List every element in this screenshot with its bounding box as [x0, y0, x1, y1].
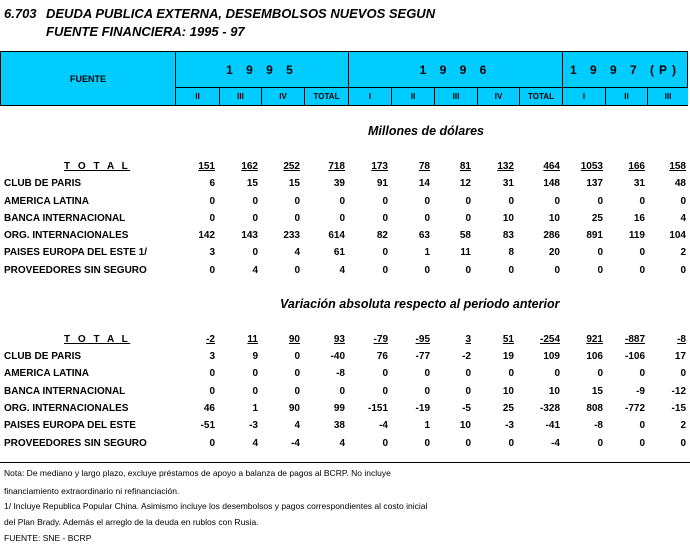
header-quarter: TOTAL: [519, 88, 562, 105]
cell-value: 90: [288, 334, 300, 345]
cell-value: 48: [674, 178, 686, 189]
cell-value: -3: [505, 420, 514, 431]
cell-value: 0: [382, 247, 388, 258]
cell-value: 61: [333, 247, 345, 258]
row-label: AMERICA LATINA: [4, 368, 89, 379]
cell-value: -5: [462, 403, 471, 414]
section-title-millones: Millones de dólares: [368, 124, 485, 138]
cell-value: 0: [639, 196, 645, 207]
cell-value: 808: [586, 403, 603, 414]
cell-value: 0: [424, 213, 430, 224]
cell-value: 14: [418, 178, 430, 189]
row-label: ORG. INTERNACIONALES: [4, 403, 129, 414]
cell-value: 0: [424, 368, 430, 379]
cell-value: 4: [339, 265, 345, 276]
cell-value: 0: [382, 196, 388, 207]
header-quarter: IV: [477, 88, 519, 105]
cell-value: 0: [294, 351, 300, 362]
cell-value: 3: [465, 334, 471, 345]
cell-value: 143: [241, 230, 258, 241]
cell-value: 0: [424, 386, 430, 397]
cell-value: 0: [209, 386, 215, 397]
cell-value: 39: [333, 178, 345, 189]
cell-value: 0: [209, 265, 215, 276]
row-label: CLUB DE PARIS: [4, 178, 82, 189]
cell-value: 25: [502, 403, 514, 414]
cell-value: 1: [252, 403, 258, 414]
cell-value: 0: [508, 438, 514, 449]
cell-value: 2: [680, 420, 686, 431]
cell-value: 0: [465, 196, 471, 207]
header-quarter: II: [391, 88, 434, 105]
header-fuente: FUENTE: [70, 73, 106, 84]
cell-value: 25: [591, 213, 603, 224]
cell-value: 148: [543, 178, 560, 189]
row-label: T O T A L: [64, 334, 131, 345]
cell-value: 0: [209, 368, 215, 379]
cell-value: 11: [460, 247, 471, 258]
table-row: [0, 265, 690, 282]
table-title-text: DEUDA PUBLICA EXTERNA, DESEMBOLSOS NUEVOS SEGUN: [46, 6, 436, 21]
cell-value: 1053: [580, 161, 603, 172]
cell-value: -4: [551, 438, 560, 449]
footer-rule: [0, 462, 690, 463]
row-label: CLUB DE PARIS: [4, 351, 82, 362]
header-quarter: II: [605, 88, 647, 105]
cell-value: 4: [294, 247, 300, 258]
table-row: [0, 438, 690, 455]
cell-value: 93: [333, 334, 345, 345]
cell-value: 718: [328, 161, 345, 172]
cell-value: 0: [680, 368, 686, 379]
cell-value: 99: [333, 403, 345, 414]
header-year-1996: 1 9 9 6: [348, 52, 562, 88]
cell-value: -8: [677, 334, 686, 345]
cell-value: 0: [339, 213, 345, 224]
row-label: ORG. INTERNACIONALES: [4, 230, 129, 241]
cell-value: -254: [539, 334, 560, 345]
cell-value: 109: [543, 351, 560, 362]
cell-value: 1: [424, 247, 430, 258]
row-label: BANCA INTERNACIONAL: [4, 213, 126, 224]
cell-value: 0: [382, 368, 388, 379]
cell-value: 0: [465, 438, 471, 449]
cell-value: 614: [328, 230, 345, 241]
note-line: financiamiento extraordinario ni refinanciación.: [4, 486, 180, 496]
cell-value: 82: [376, 230, 388, 241]
cell-value: 0: [424, 438, 430, 449]
cell-value: 0: [209, 213, 215, 224]
cell-value: 0: [508, 265, 514, 276]
cell-value: 151: [198, 161, 215, 172]
cell-value: -51: [200, 420, 215, 431]
cell-value: 63: [418, 230, 430, 241]
cell-value: 58: [459, 230, 471, 241]
header-quarter: II: [175, 88, 219, 105]
cell-value: 0: [508, 368, 514, 379]
cell-value: 252: [283, 161, 300, 172]
cell-value: -77: [415, 351, 430, 362]
table-row: [0, 368, 690, 385]
note-line: Nota: De mediano y largo plazo, excluye préstamos de apoyo a balanza de pagos al BCRP. No incluye: [4, 468, 391, 478]
cell-value: 921: [586, 334, 603, 345]
cell-value: 0: [294, 368, 300, 379]
header-quarter: I: [348, 88, 391, 105]
cell-value: -2: [206, 334, 215, 345]
cell-value: -8: [336, 368, 345, 379]
cell-value: 4: [680, 213, 686, 224]
cell-value: -4: [291, 438, 300, 449]
cell-value: 0: [597, 247, 603, 258]
cell-value: 0: [639, 438, 645, 449]
cell-value: 4: [339, 438, 345, 449]
table-header: [0, 51, 688, 106]
table-row: [0, 420, 690, 437]
cell-value: 0: [382, 213, 388, 224]
cell-value: 3: [209, 247, 215, 258]
row-label: PAISES EUROPA DEL ESTE 1/: [4, 247, 147, 258]
cell-value: -15: [671, 403, 686, 414]
total-row: [0, 161, 690, 178]
cell-value: 2: [680, 247, 686, 258]
cell-value: -79: [373, 334, 388, 345]
row-label: PROVEEDORES SIN SEGURO: [4, 438, 147, 449]
cell-value: 11: [247, 334, 258, 345]
cell-value: -772: [624, 403, 645, 414]
cell-value: 19: [502, 351, 514, 362]
table-row: [0, 196, 690, 213]
cell-value: 0: [209, 196, 215, 207]
cell-value: 0: [680, 438, 686, 449]
cell-value: 0: [382, 438, 388, 449]
cell-value: 3: [209, 351, 215, 362]
cell-value: 15: [288, 178, 300, 189]
table-row: [0, 403, 690, 420]
cell-value: 20: [548, 247, 560, 258]
cell-value: 0: [639, 265, 645, 276]
cell-value: 0: [252, 196, 258, 207]
table-title-line2: FUENTE FINANCIERA: 1995 - 97: [46, 24, 245, 39]
cell-value: 81: [459, 161, 471, 172]
row-label: AMERICA LATINA: [4, 196, 89, 207]
cell-value: 0: [252, 368, 258, 379]
header-quarter: TOTAL: [304, 88, 348, 105]
table-row: [0, 351, 690, 368]
cell-value: -4: [379, 420, 388, 431]
header-quarter: III: [647, 88, 688, 105]
cell-value: 51: [502, 334, 514, 345]
cell-value: 0: [294, 196, 300, 207]
cell-value: 10: [548, 386, 560, 397]
table-title-line1: [4, 6, 435, 21]
cell-value: 0: [424, 265, 430, 276]
cell-value: 0: [554, 196, 560, 207]
cell-value: 0: [465, 386, 471, 397]
cell-value: 83: [502, 230, 514, 241]
cell-value: 0: [639, 368, 645, 379]
row-label: PROVEEDORES SIN SEGURO: [4, 265, 147, 276]
cell-value: -19: [415, 403, 430, 414]
cell-value: 0: [554, 368, 560, 379]
note-line: 1/ Incluye Republica Popular China. Asimismo incluye los desembolsos y pagos correspondientes al costo inicial: [4, 501, 428, 511]
cell-value: -106: [624, 351, 645, 362]
cell-value: 0: [465, 213, 471, 224]
header-quarter: III: [219, 88, 261, 105]
cell-value: 286: [543, 230, 560, 241]
cell-value: -41: [545, 420, 560, 431]
cell-value: -9: [636, 386, 645, 397]
cell-value: 1: [424, 420, 430, 431]
cell-value: 0: [680, 265, 686, 276]
cell-value: 0: [554, 265, 560, 276]
cell-value: -328: [539, 403, 560, 414]
cell-value: 0: [252, 386, 258, 397]
cell-value: 31: [633, 178, 645, 189]
cell-value: 10: [459, 420, 471, 431]
cell-value: 0: [339, 196, 345, 207]
cell-value: 10: [502, 213, 514, 224]
cell-value: 10: [548, 213, 560, 224]
cell-value: 15: [591, 386, 603, 397]
cell-value: 78: [418, 161, 430, 172]
cell-value: 0: [382, 386, 388, 397]
cell-value: 46: [203, 403, 215, 414]
cell-value: -151: [367, 403, 388, 414]
cell-value: 158: [669, 161, 686, 172]
cell-value: -95: [415, 334, 430, 345]
cell-value: 162: [241, 161, 258, 172]
cell-value: 0: [465, 265, 471, 276]
cell-value: 104: [669, 230, 686, 241]
cell-value: 0: [424, 196, 430, 207]
table-row: [0, 386, 690, 403]
cell-value: -8: [594, 420, 603, 431]
cell-value: 0: [294, 213, 300, 224]
cell-value: -887: [624, 334, 645, 345]
cell-value: 4: [252, 438, 258, 449]
cell-value: 106: [586, 351, 603, 362]
cell-value: 0: [597, 196, 603, 207]
cell-value: 119: [628, 230, 645, 241]
cell-value: 38: [333, 420, 345, 431]
cell-value: 9: [252, 351, 258, 362]
cell-value: 17: [674, 351, 686, 362]
table-row: [0, 230, 690, 247]
header-quarter: IV: [261, 88, 304, 105]
cell-value: 0: [209, 438, 215, 449]
cell-value: 142: [198, 230, 215, 241]
cell-value: 233: [283, 230, 300, 241]
cell-value: -3: [249, 420, 258, 431]
cell-value: 91: [376, 178, 388, 189]
row-label: PAISES EUROPA DEL ESTE: [4, 420, 136, 431]
header-year-1995: 1 9 9 5: [175, 52, 348, 88]
cell-value: 0: [680, 196, 686, 207]
cell-value: 0: [252, 247, 258, 258]
cell-value: 90: [288, 403, 300, 414]
table-row: [0, 178, 690, 195]
cell-value: 0: [639, 420, 645, 431]
cell-value: 4: [252, 265, 258, 276]
note-source: FUENTE: SNE - BCRP: [4, 533, 92, 543]
cell-value: 0: [597, 265, 603, 276]
cell-value: 15: [246, 178, 258, 189]
cell-value: 0: [294, 265, 300, 276]
cell-value: 0: [508, 196, 514, 207]
table-row: [0, 247, 690, 264]
cell-value: -12: [671, 386, 686, 397]
cell-value: 16: [633, 213, 645, 224]
cell-value: 12: [459, 178, 471, 189]
cell-value: 891: [586, 230, 603, 241]
cell-value: 0: [597, 368, 603, 379]
cell-value: 0: [382, 265, 388, 276]
cell-value: 6: [209, 178, 215, 189]
cell-value: 76: [376, 351, 388, 362]
header-quarter: I: [562, 88, 605, 105]
total-row: [0, 334, 690, 351]
cell-value: 0: [294, 386, 300, 397]
cell-value: 137: [586, 178, 603, 189]
cell-value: 10: [502, 386, 514, 397]
note-line: del Plan Brady. Además el arreglo de la deuda en rublos con Rusia.: [4, 517, 259, 527]
cell-value: 0: [597, 438, 603, 449]
section-title-variacion: Variación absoluta respecto al periodo anterior: [280, 297, 560, 311]
cell-value: 4: [294, 420, 300, 431]
table-row: [0, 213, 690, 230]
row-label: BANCA INTERNACIONAL: [4, 386, 126, 397]
cell-value: 0: [639, 247, 645, 258]
cell-value: 0: [465, 368, 471, 379]
cell-value: 8: [508, 247, 514, 258]
cell-value: -40: [330, 351, 345, 362]
cell-value: 173: [371, 161, 388, 172]
row-label: T O T A L: [64, 161, 131, 172]
table-number: 6.703: [4, 6, 37, 21]
header-year-1997: 1 9 9 7 (P): [562, 52, 688, 88]
cell-value: -2: [462, 351, 471, 362]
cell-value: 31: [502, 178, 514, 189]
cell-value: 0: [339, 386, 345, 397]
cell-value: 166: [628, 161, 645, 172]
cell-value: 132: [497, 161, 514, 172]
cell-value: 464: [543, 161, 560, 172]
cell-value: 0: [252, 213, 258, 224]
header-quarter: III: [434, 88, 477, 105]
